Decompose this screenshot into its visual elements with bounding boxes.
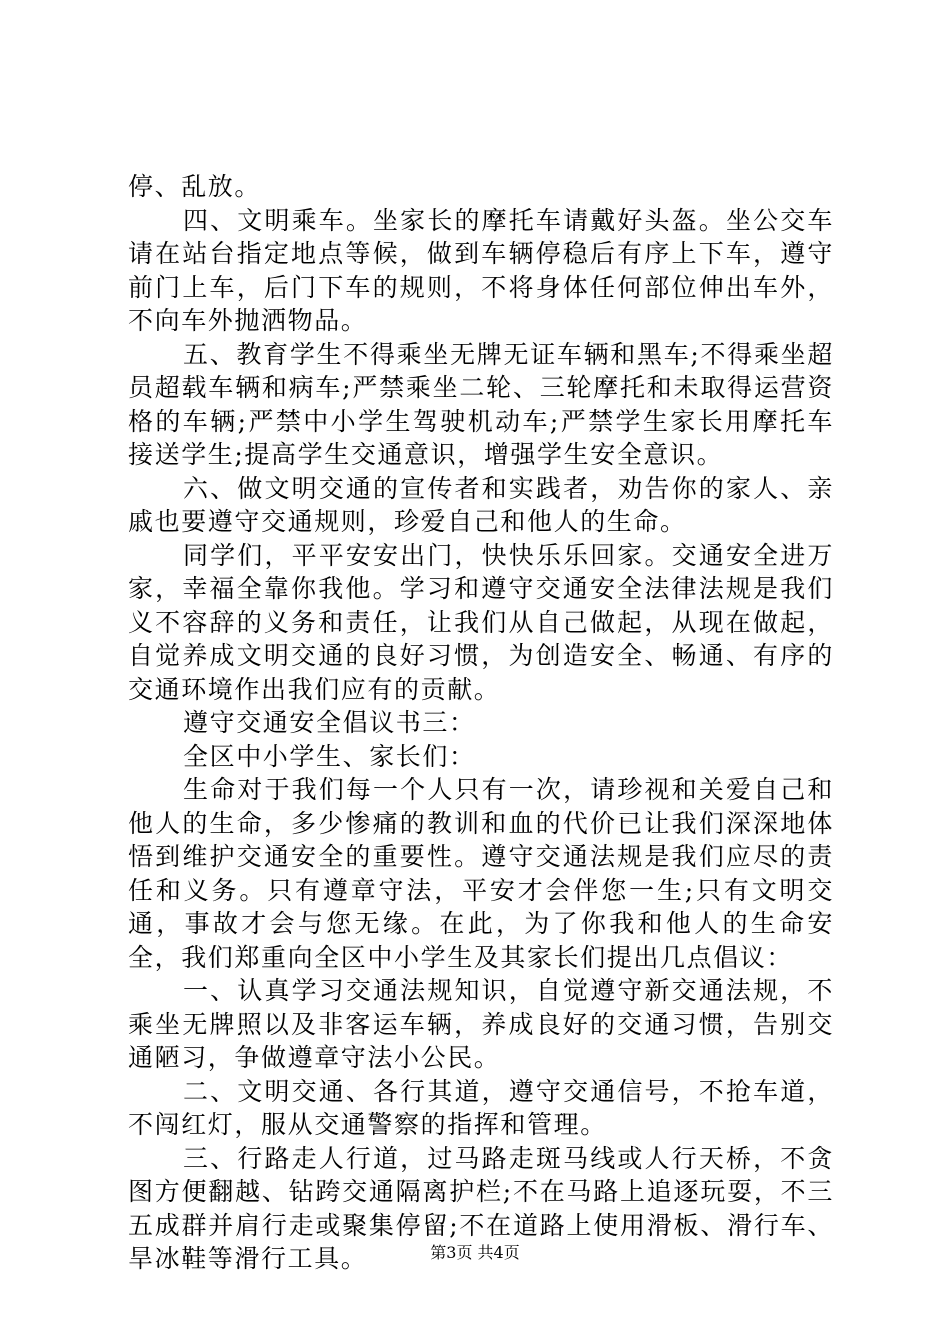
paragraph: 停、乱放。	[128, 172, 262, 201]
paragraph: 一、认真学习交通法规知识，自觉遵守新交通法规，不乘坐无牌照以及非客运车辆，养成良好的交通习惯，告别交通陋习，争做遵章守法小公民。	[128, 976, 834, 1072]
salutation: 全区中小学生、家长们：	[183, 741, 476, 771]
paragraph: 三、行路走人行道，过马路走斑马线或人行天桥，不贪图方便翻越、钻跨交通隔离护栏;不在马路上追逐玩耍，不三五成群并肩行走或聚集停留;不在道路上使用滑板、滑行车、旱冰鞋等滑行工具。	[128, 1143, 834, 1273]
paragraph: 同学们，平平安安出门，快快乐乐回家。交通安全进万家，幸福全靠你我他。学习和遵守交通安全法律法规是我们义不容辞的义务和责任，让我们从自己做起，从现在做起，自觉养成文明交通的良好习惯，为创造安全、畅通、有序的交通环境作出我们应有的贡献。	[128, 540, 834, 704]
paragraph: 二、文明交通、各行其道，遵守交通信号，不抢车道，不闯红灯，服从交通警察的指挥和管理。	[128, 1076, 834, 1139]
document-body	[128, 170, 834, 1276]
paragraph: 四、文明乘车。坐家长的摩托车请戴好头盔。坐公交车请在站台指定地点等候，做到车辆停稳后有序上下车，遵守前门上车，后门下车的规则，不将身体任何部位伸出车外，不向车外抛洒物品。	[128, 205, 834, 335]
page-number-footer: 第3页 共4页	[430, 1243, 520, 1262]
paragraph: 五、教育学生不得乘坐无牌无证车辆和黑车;不得乘坐超员超载车辆和病车;严禁乘坐二轮、三轮摩托和未取得运营资格的车辆;严禁中小学生驾驶机动车;严禁学生家长用摩托车接送学生;提高学生交通意识，增强学生安全意识。	[128, 339, 834, 469]
paragraph: 六、做文明交通的宣传者和实践者，劝告你的家人、亲戚也要遵守交通规则，珍爱自己和他人的生命。	[128, 473, 834, 536]
paragraph: 生命对于我们每一个人只有一次，请珍视和关爱自己和他人的生命，多少惨痛的教训和血的代价已让我们深深地体悟到维护交通安全的重要性。遵守交通法规是我们应尽的责任和义务。只有遵章守法，平安才会伴您一生;只有文明交通，事故才会与您无缘。在此，为了你我和他人的生命安全，我们郑重向全区中小学生及其家长们提出几点倡议：	[128, 775, 834, 972]
section-heading: 遵守交通安全倡议书三：	[183, 708, 476, 737]
